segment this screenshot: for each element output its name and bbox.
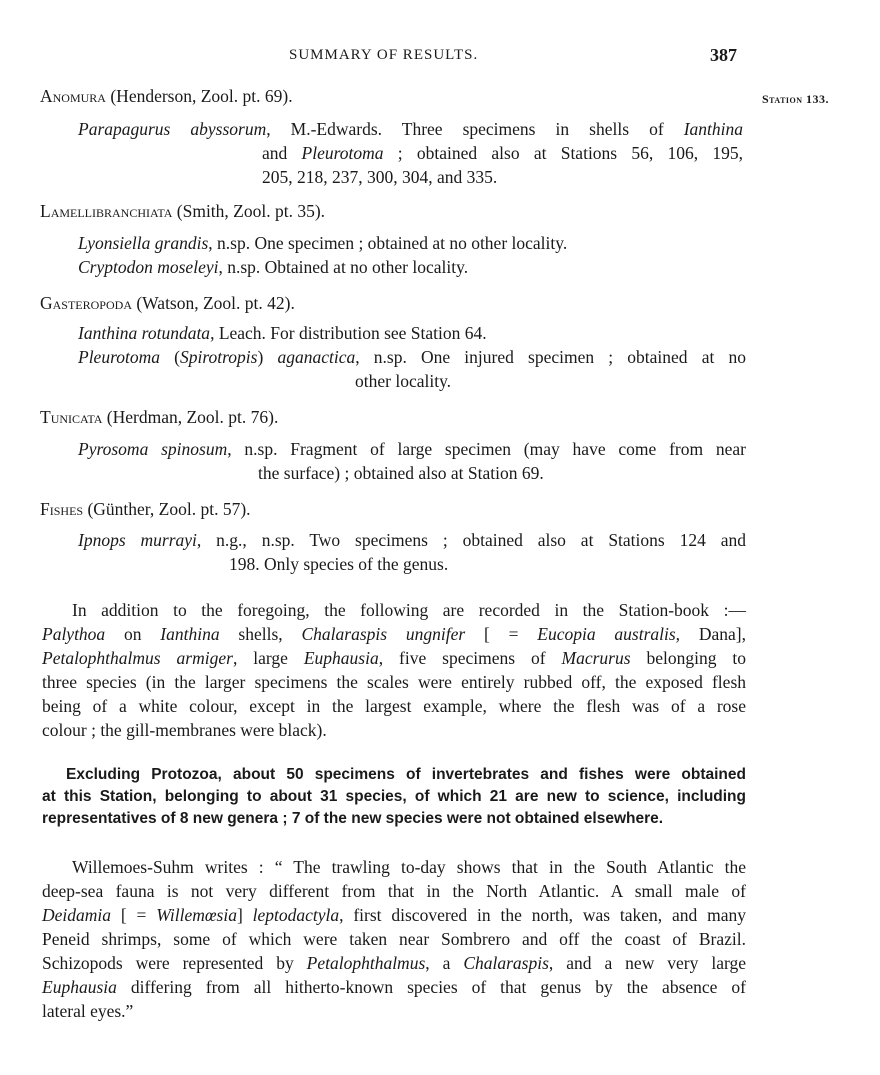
text: , a [425,953,464,973]
text: belonging to [630,648,746,668]
group-heading-gasteropoda [40,291,295,315]
species-name: Pyrosoma spinosum [78,439,228,459]
entry-line: 198. Only species of the genus. [229,554,449,574]
species-name: Cryptodon moseleyi [78,257,219,277]
group-heading-fishes [40,497,251,521]
genus-name: Pleurotoma [78,347,160,367]
species-name: Ipnops murrayi [78,530,197,550]
page-number: 387 [710,45,737,65]
genus-name: Pleurotoma [301,143,384,163]
entry-line: the surface) ; obtained also at Station 69. [258,463,544,483]
group-name: Fishes [40,499,84,519]
punct: ) [257,347,278,367]
paragraph-line [42,646,746,670]
group-authority: (Günther, Zool. pt. 57). [83,499,251,519]
entry-line [262,141,743,165]
quote-line: deep-sea fauna is not very different from that in the North Atlantic. A small male of [42,881,746,901]
subgenus-name: Spirotropis [179,347,258,367]
entry-text: , n.g., n.sp. Two specimens ; obtained also at Stations 124 and [196,530,746,550]
group-name: Tunicata [40,407,103,427]
quote-line: Peneid shrimps, some of which were taken near Sombrero and off the coast of Brazil. [42,929,746,949]
genus-name: Euphausia [42,977,117,997]
species-epithet: aganactica [277,347,356,367]
group-heading-lamellibranchiata [40,199,325,223]
genus-name: Willemœsia [156,905,237,925]
text: ] [236,905,253,925]
summary-line: at this Station, belonging to about 31 species, of which 21 are new to science, including [42,788,746,805]
text: on [105,624,161,644]
group-authority: (Herdman, Zool. pt. 76). [102,407,279,427]
paragraph-line [42,622,746,646]
species-name: Chalaraspis ungnifer [301,624,466,644]
genus-name: Deidamia [42,905,112,925]
entry-line [78,321,487,345]
entry-text: , n.sp. Obtained at no other locality. [218,257,469,277]
punct: ( [159,347,180,367]
text: [ = [111,905,157,925]
genus-name: Ianthina [683,119,743,139]
entry-text: , n.sp. One injured specimen ; obtained at no [355,347,747,367]
entry-line [78,345,746,369]
summary-line: Excluding Protozoa, about 50 specimens of invertebrates and fishes were obtained [66,766,746,783]
genus-name: Macrurus [561,648,631,668]
entry-line [78,528,746,552]
group-heading-anomura [40,84,293,108]
quote-line: Willemoes-Suhm writes : “ The trawling to-day shows that in the South Atlantic the [72,857,746,877]
genus-name: Palythoa [42,624,106,644]
text: , large [232,648,304,668]
quote-line [42,951,746,975]
entry-line: 205, 218, 237, 300, 304, and 335. [262,167,498,187]
quote-line [42,903,746,927]
entry-text: and [262,143,302,163]
group-name: Lamellibranchiata [40,201,173,221]
quote-line [42,975,746,999]
entry-line: other locality. [355,371,452,391]
text: , five specimens of [378,648,562,668]
entry-text: , M.-Edwards. Three specimens in shells of [266,119,684,139]
entry-line [78,255,468,279]
summary-line: representatives of 8 new genera ; 7 of the new species were not obtained elsewhere. [42,810,664,827]
entry-text: ; obtained also at Stations 56, 106, 195, [383,143,743,163]
species-name: Eucopia australis, [537,624,681,644]
text: differing from all hitherto-known species of that genus by the absence of [116,977,746,997]
group-heading-tunicata [40,405,278,429]
text: Dana], [680,624,746,644]
group-name: Gasteropoda [40,293,132,313]
species-name: Lyonsiella grandis [78,233,209,253]
paragraph-line: In addition to the foregoing, the following are recorded in the Station-book :— [72,600,746,620]
entry-text: , Leach. For distribution see Station 64. [210,323,487,343]
text: shells, [219,624,302,644]
text: Schizopods were represented by [42,953,307,973]
entry-line [78,437,746,461]
text: , and a new very large [548,953,746,973]
running-header: SUMMARY OF RESULTS. [289,47,479,63]
paragraph-line: colour ; the gill-membranes were black). [42,720,327,740]
entry-text: , n.sp. One specimen ; obtained at no other locality. [208,233,568,253]
entry-line [78,117,743,141]
quote-line: lateral eyes.” [42,1001,134,1021]
group-authority: (Henderson, Zool. pt. 69). [105,86,293,106]
genus-name: Euphausia [303,648,379,668]
text: , first discovered in the north, was taken, and many [339,905,746,925]
entry-line [78,231,567,255]
group-authority: (Watson, Zool. pt. 42). [131,293,295,313]
species-epithet: leptodactyla [252,905,340,925]
species-name: Ianthina rotundata [78,323,211,343]
genus-name: Petalophthalmus [306,953,426,973]
species-name: Petalophthalmus armiger [42,648,233,668]
group-authority: (Smith, Zool. pt. 35). [172,201,326,221]
text: [ = [465,624,538,644]
entry-text: , n.sp. Fragment of large specimen (may have come from near [227,439,746,459]
station-side-note: Station 133. [762,92,830,106]
group-name: Anomura [40,86,106,106]
species-name: Parapagurus abyssorum [78,119,267,139]
paragraph-line: being of a white colour, except in the largest example, where the flesh was of a rose [42,696,746,716]
paragraph-line: three species (in the larger specimens the scales were entirely rubbed off, the exposed flesh [42,672,746,692]
genus-name: Chalaraspis [463,953,549,973]
genus-name: Ianthina [160,624,220,644]
